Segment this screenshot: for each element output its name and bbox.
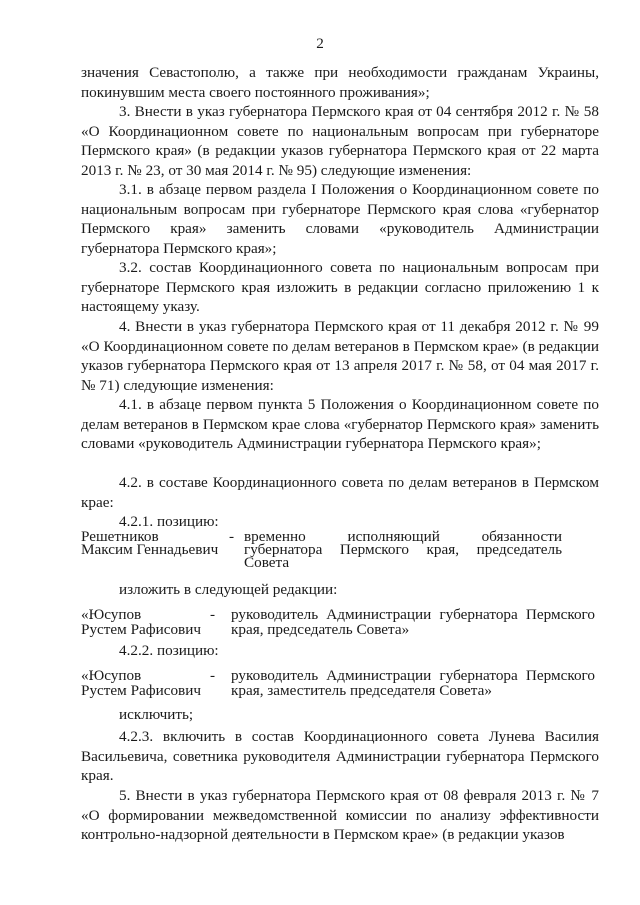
paragraph-item-3-1: 3.1. в абзаце первом раздела I Положения о Координационном совете по национальным вопросам при губернаторе Пермского края слова «губернатор Пермского края» заменить словами «руководитель Администрации губернатора Пермского края»;	[81, 181, 599, 257]
member-given-names: Рустем Рафисович	[81, 621, 201, 638]
member-position-line: края, заместитель председателя Совета»	[231, 682, 492, 699]
paragraph-continuation: значения Севастополю, а также при необходимости гражданам Украины, покинувшим места своего постоянного проживания»;	[81, 64, 599, 101]
member-given-names: Рустем Рафисович	[81, 682, 201, 699]
paragraph-item-4: 4. Внести в указ губернатора Пермского края от 11 декабря 2012 г. № 99 «О Координационном совете по делам ветеранов в Пермском крае» (в редакции указов губернатора Пермского края от 13 апреля 2017 г. № 58, от 04 мая 2017 г. № 71) следующие изменения:	[81, 318, 599, 394]
member-position-line: губернатора Пермского края, председатель	[244, 541, 562, 558]
paragraph-exclude: исключить;	[119, 706, 194, 723]
member-dash: -	[210, 606, 216, 623]
paragraph-item-3-2: 3.2. состав Координационного совета по национальным вопросам при губернаторе Пермского края изложить в редакции согласно приложению 1 к настоящему указу.	[81, 259, 599, 316]
member-surname: Решетников	[81, 528, 159, 545]
page-number: 2	[316, 35, 324, 52]
paragraph-item-4-1: 4.1. в абзаце первом пункта 5 Положения о Координационном совете по делам ветеранов в Пермском крае слова «губернатор Пермского края» заменить словами «руководитель Администрации губернатора Пермского края»;	[81, 396, 599, 453]
paragraph-item-4-2-3: 4.2.3. включить в состав Координационного совета Лунева Василия Васильевича, советника руководителя Администрации губернатора Пермского края.	[81, 728, 599, 785]
paragraph-item-4-2: 4.2. в составе Координационного совета по делам ветеранов в Пермском крае:	[81, 474, 599, 511]
member-position-line: руководитель Администрации губернатора Пермского	[231, 667, 595, 684]
paragraph-replace-with: изложить в следующей редакции:	[119, 581, 338, 598]
member-surname: «Юсупов	[81, 606, 142, 623]
member-given-names: Максим Геннадьевич	[81, 541, 219, 558]
paragraph-item-3: 3. Внести в указ губернатора Пермского края от 04 сентября 2012 г. № 58 «О Координационном совете по национальным вопросам при губернаторе Пермского края» (в редакции указов губернатора Пермского края от 22 марта 2013 г. № 23, от 30 мая 2014 г. № 95) следующие изменения:	[81, 103, 599, 179]
paragraph-item-5: 5. Внести в указ губернатора Пермского края от 08 февраля 2013 г. № 7 «О формировании межведомственной комиссии по анализу эффективности контрольно-надзорной деятельности в Пермском крае» (в редакции указов	[81, 787, 599, 844]
member-position-line: временно исполняющий обязанности	[244, 528, 562, 545]
member-position-line: края, председатель Совета»	[231, 621, 410, 638]
paragraph-item-4-2-1: 4.2.1. позицию:	[119, 513, 219, 530]
member-position-line: Совета	[244, 554, 290, 571]
member-dash: -	[210, 667, 216, 684]
member-position-line: руководитель Администрации губернатора Пермского	[231, 606, 595, 623]
member-surname: «Юсупов	[81, 667, 142, 684]
paragraph-item-4-2-2: 4.2.2. позицию:	[119, 642, 219, 659]
member-dash: -	[229, 528, 235, 545]
